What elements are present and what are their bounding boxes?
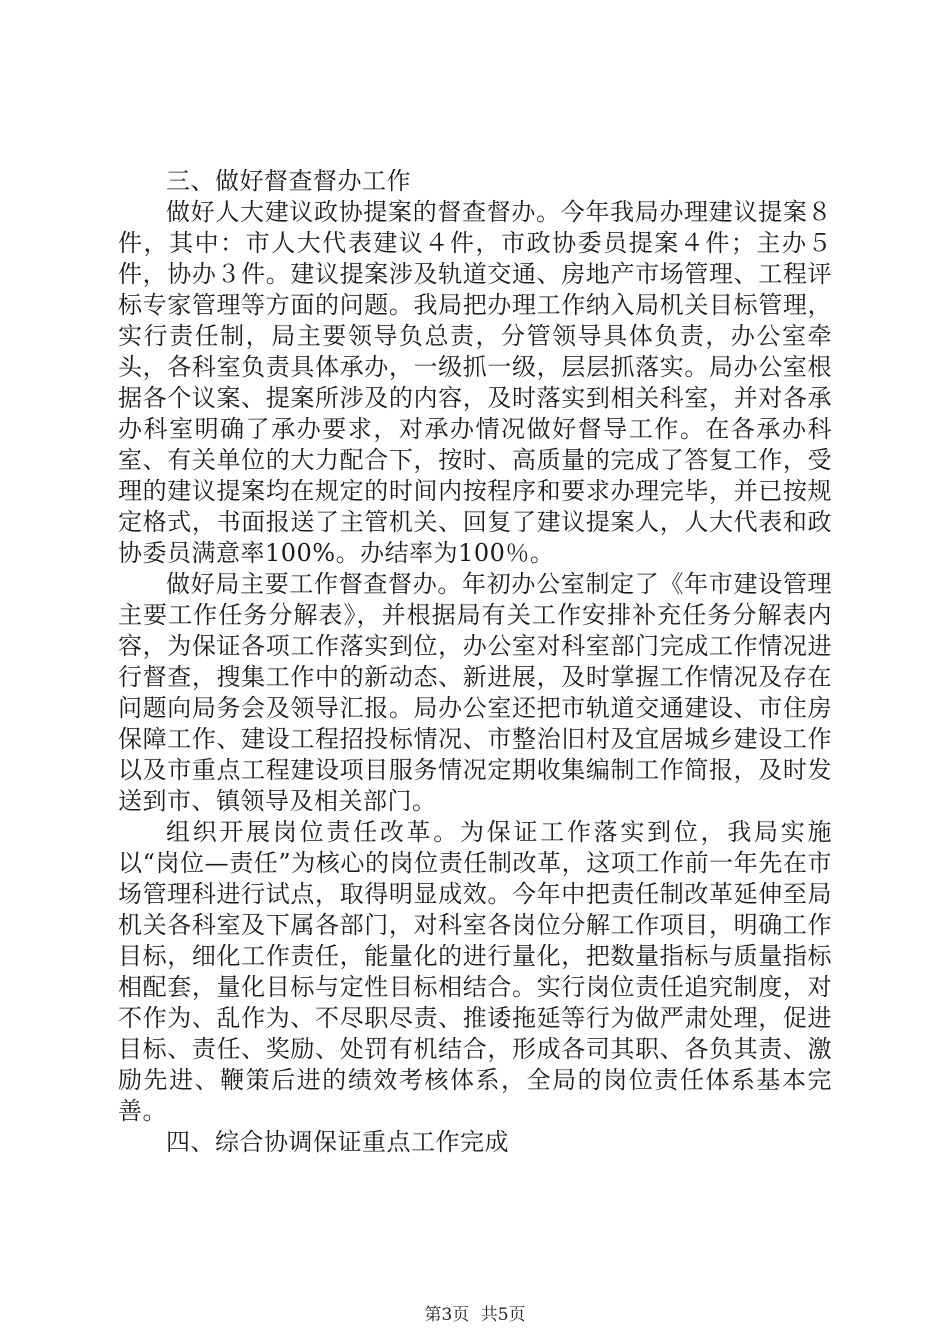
page-total: 共5页 bbox=[480, 1305, 526, 1325]
paragraph-proposals: 做好人大建议政协提案的督查督办。今年我局办理建议提案８件，其中：市人大代表建议４件，市政协委员提案４件；主办５件，协办３件。建议提案涉及轨道交通、房地产市场管理、工程评标专家管理等方面的问题。我局把办理工作纳入局机关目标管理，实行责任制，局主要领导负总责，分管领导具体负责，办公室牵头，各科室负责具体承办，一级抓一级，层层抓落实。局办公室根据各个议案、提案所涉及的内容，及时落实到相关科室，并对各承办科室明确了承办要求，对承办情况做好督导工作。在各承办科室、有关单位的大力配合下，按时、高质量的完成了答复工作，受理的建议提案均在规定的时间内按程序和要求办理完毕，并已按规定格式，书面报送了主管机关、回复了建议提案人，人大代表和政协委员满意率100%。办结率为100％。 bbox=[118, 198, 832, 567]
page-footer bbox=[0, 1300, 950, 1325]
page-number: 第3页 bbox=[424, 1305, 470, 1325]
section-heading-3: 三、做好督查督办工作 bbox=[166, 167, 411, 195]
paragraph-job-reform: 组织开展岗位责任改革。为保证工作落实到位，我局实施以“岗位—责任”为核心的岗位责任制改革，这项工作前一年先在市场管理科进行试点，取得明显成效。今年中把责任制改革延伸至局机关各科室及下属各部门，对科室各岗位分解工作项目，明确工作目标，细化工作责任，能量化的进行量化，把数量指标与质量指标相配套，量化目标与定性目标相结合。实行岗位责任追究制度，对不作为、乱作为、不尽职尽责、推诿拖延等行为做严肃处理，促进目标、责任、奖励、处罚有机结合，形成各司其职、各负其责、激励先进、鞭策后进的绩效考核体系，全局的岗位责任体系基本完善。 bbox=[118, 818, 832, 1125]
section-heading-4: 四、综合协调保证重点工作完成 bbox=[166, 1128, 509, 1156]
paragraph-main-work: 做好局主要工作督查督办。年初办公室制定了《年市建设管理主要工作任务分解表》，并根据局有关工作安排补充任务分解表内容，为保证各项工作落实到位，办公室对科室部门完成工作情况进行督查，搜集工作中的新动态、新进展，及时掌握工作情况及存在问题向局务会及领导汇报。局办公室还把市轨道交通建设、市住房保障工作、建设工程招投标情况、市整治旧村及宜居城乡建设工作以及市重点工程建设项目服务情况定期收集编制工作简报，及时发送到市、镇领导及相关部门。 bbox=[118, 570, 832, 815]
document-body bbox=[118, 166, 832, 1158]
